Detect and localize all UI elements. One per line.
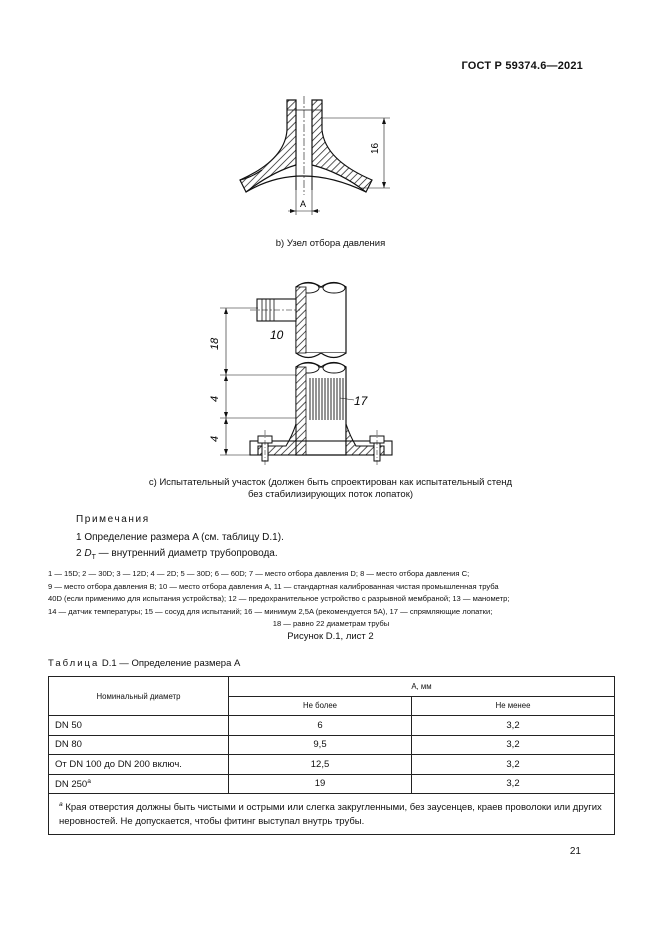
header-nominal-diameter: Номинальный диаметр [49,677,229,716]
header-a-mm: A, мм [229,677,615,697]
legend-line: 1 — 15D; 2 — 30D; 3 — 12D; 4 — 2D; 5 — 30D; 6 — 60D; 7 — место отбора давления D; 8 — место отбора давления C; [48,569,470,578]
table-row [49,774,615,794]
table-title: Таблица D.1 — Определение размера A [48,658,241,669]
pressure-tap-drawing [240,96,390,215]
table-row [49,735,615,755]
item-10-label: 10 [270,328,284,342]
row-name: DN 50 [49,716,229,736]
row-max: 9,5 [229,735,412,755]
row-name: От DN 100 до DN 200 включ. [49,755,229,775]
legend-line: 14 — датчик температуры; 15 — сосуд для испытаний; 16 — минимум 2,5A (рекомендуется 5A), 17 — спрямляющие лопатки; [48,606,493,616]
header-max: Не более [229,696,412,716]
row-max: 12,5 [229,755,412,775]
legend-line: 18 — равно 22 диаметрам трубы [272,619,390,629]
dim-16-label: 16 [370,142,381,154]
dim-a-label: A [300,199,307,209]
row-min: 3,2 [412,735,615,755]
row-min: 3,2 [412,755,615,775]
row-max: 6 [229,716,412,736]
table-row [49,755,615,775]
notes-heading: Примечания [76,514,150,525]
header-min: Не менее [412,696,615,716]
note-1: 1 Определение размера A (см. таблицу D.1). [76,532,284,543]
standard-number: ГОСТ Р 59374.6—2021 [461,60,583,72]
row-max: 19 [229,774,412,794]
dimension-table [48,676,615,835]
row-name: DN 250$^a$ [49,774,229,794]
table-row [49,716,615,736]
figure-caption: Рисунок D.1, лист 2 [287,631,374,642]
note-2: 2 $D_T$ — внутренний диаметр трубопровода. [76,548,278,561]
dim-4-label: 4 [209,395,221,402]
figure-c-caption-line2: без стабилизирующих поток лопаток) [247,489,414,500]
dim-18-label: 18 [209,337,221,350]
page-number: 21 [569,846,581,857]
row-min: 3,2 [412,774,615,794]
item-17-label: 17 [354,394,368,408]
legend-line: 9 — место отбора давления B; 10 — место отбора давления A, 11 — стандартная калиброванная чистая промышленная труба [48,581,499,591]
dim-4-label: 4 [209,435,221,442]
figure-b-caption: b) Узел отбора давления [275,238,386,249]
test-section-drawing [220,283,392,466]
figure-legend [48,568,614,631]
legend-line: 40D (если применимо для испытания устройства); 12 — предохранительное устройство с разрывной мембраной; 13 — манометр; [48,594,510,604]
row-name: DN 80 [49,735,229,755]
table-footnote: $^a$ Края отверстия должны быть чистыми и острыми или слегка закругленными, без заусенцев, краев проволоки или других неровностей. Не допускается, чтобы фитинг выступал внутрь трубы. [49,794,615,835]
row-min: 3,2 [412,716,615,736]
figure-c-caption-line1: c) Испытательный участок (должен быть спроектирован как испытательный стенд [148,477,513,488]
